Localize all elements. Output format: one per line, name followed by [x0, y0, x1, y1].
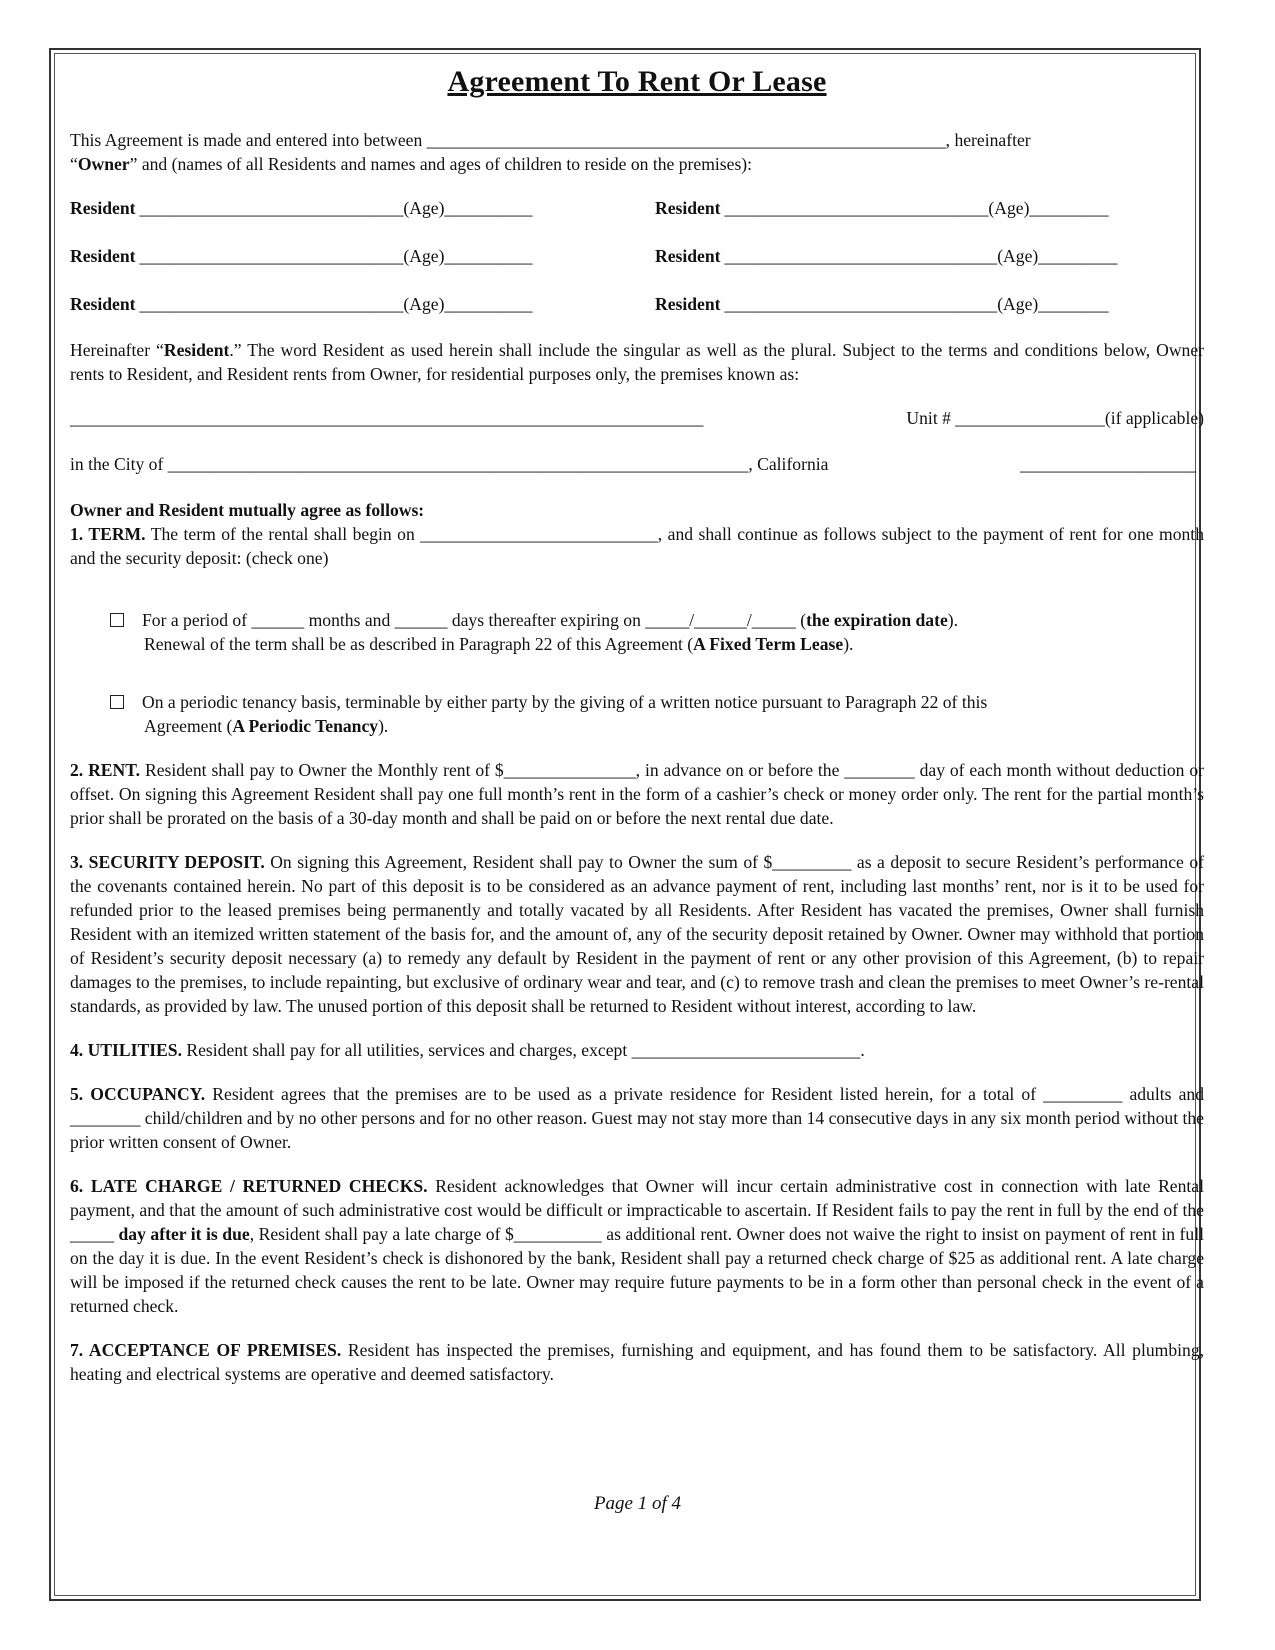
option-fixed-term	[70, 608, 1204, 656]
periodic-text: On a periodic tenancy basis, terminable by either party by the giving of a written notice pursuant to Paragraph 22 of this	[142, 692, 988, 712]
resident-blank: _______________________________(Age)________	[724, 294, 1109, 314]
late-charge-heading: 6. LATE CHARGE / RETURNED CHECKS.	[70, 1176, 428, 1196]
hereinafter-paragraph	[70, 338, 1204, 386]
resident-label: Resident	[70, 246, 136, 266]
agree-heading: Owner and Resident mutually agree as follows:	[70, 500, 425, 520]
resident-blank: _______________________________(Age)_________	[724, 246, 1118, 266]
acceptance-paragraph	[70, 1338, 1204, 1386]
utilities-heading: 4. UTILITIES.	[70, 1040, 182, 1060]
fixed-term-lease-label: A Fixed Term Lease	[693, 634, 844, 654]
city-field: in the City of __________________________________________________________________, California	[70, 454, 829, 474]
resident-label: Resident	[655, 294, 721, 314]
rent-paragraph	[70, 758, 1204, 830]
unit-field: Unit # _________________(if applicable)	[906, 408, 1204, 428]
day-after-due-term: day after it is due	[118, 1224, 250, 1244]
periodic-tenancy-label: A Periodic Tenancy	[232, 716, 379, 736]
occupancy-text: Resident agrees that the premises are to be used as a private residence for Resident listed herein, for a total of _________ adults and ________ child/children and by no other persons and for no other reason. Guest may not stay more than 14 consecutive days in any six month period without the prior written consent of Owner.	[70, 1084, 1204, 1152]
late-charge-text: Resident acknowledges that Owner will incur certain administrative cost in connection with late Rental payment, and that the amount of such administrative cost would be difficult or impracticable to ascertain. If Resident fails to pay the rent in full by the end of the _____	[70, 1176, 1204, 1244]
utilities-paragraph	[70, 1038, 1204, 1062]
address-blank: ________________________________________________________________________	[70, 408, 704, 428]
periodic-tenancy-checkbox[interactable]	[110, 695, 124, 709]
resident-blank: ______________________________(Age)__________	[139, 246, 533, 266]
intro-text-2: ” and (names of all Residents and names and ages of children to reside on the premises):	[129, 154, 753, 174]
resident-field-6[interactable]	[655, 292, 1204, 316]
rent-text: Resident shall pay to Owner the Monthly rent of $_______________, in advance on or before the ________ day of each month without deduction or offset. On signing this Agreement Resident shall pay one full month’s rent in the form of a cashier’s check or money order only. The rent for the partial month’s prior shall be prorated on the basis of a 30-day month and shall be paid on or before the next rental due date.	[70, 760, 1205, 828]
resident-list	[70, 196, 1204, 316]
hereinafter-text: .” The word Resident as used herein shall include the singular as well as the plural. Subject to the terms and conditions below, Owner rents to Resident, and Resident rents from Owner, for residential purposes only, the premises known as:	[70, 340, 1204, 384]
resident-blank: ______________________________(Age)__________	[139, 294, 533, 314]
acceptance-text: Resident has inspected the premises, furnishing and equipment, and has found them to be satisfactory. All plumbing, heating and electrical systems are operative and deemed satisfactory.	[70, 1340, 1205, 1384]
resident-field-1[interactable]	[70, 196, 655, 220]
intro-line-1: This Agreement is made and entered into between ___________________________________________________________, hereinafter	[70, 130, 1031, 150]
resident-field-4[interactable]	[655, 244, 1204, 268]
late-charge-paragraph	[70, 1174, 1204, 1318]
city-line[interactable]	[70, 452, 1196, 476]
resident-term: Resident	[163, 340, 230, 360]
resident-label: Resident	[655, 246, 721, 266]
deposit-paragraph	[70, 850, 1204, 1018]
fixed-term-checkbox[interactable]	[110, 613, 124, 627]
deposit-text: On signing this Agreement, Resident shall pay to Owner the sum of $_________ as a deposit to secure Resident’s performance of the covenants contained herein. No part of this deposit is to be considered as an advance payment of rent, including last months’ rent, nor is it to be used for refunded prior to the leased premises being permanently and totally vacated by all Residents. After Resident has vacated the premises, Owner shall furnish Resident with an itemized written statement of the basis for, and the amount of, any of the security deposit retained by Owner. Owner may withhold that portion of Resident’s security deposit necessary (a) to remedy any default by Resident in the payment of rent or any other provision of this Agreement, (b) to repair damages to the premises, to include repainting, but exclusive of ordinary wear and tear, and (c) to remove trash and clean the premises to meet Owner’s re-rental standards, as provided by law. The unused portion of this deposit shall be returned to Resident without interest, according to law.	[70, 852, 1204, 1016]
term-heading: 1. TERM.	[70, 524, 146, 544]
address-line[interactable]	[70, 406, 1204, 430]
term-text: The term of the rental shall begin on ___________________________, and shall continue as follows subject to the payment of rent for one month and the security deposit: (check one)	[70, 524, 1204, 568]
document-body	[70, 62, 1204, 1386]
occupancy-heading: 5. OCCUPANCY.	[70, 1084, 206, 1104]
resident-field-5[interactable]	[70, 292, 655, 316]
rent-heading: 2. RENT.	[70, 760, 141, 780]
page-number: Page 1 of 4	[593, 1493, 682, 1514]
renewal-text: Renewal of the term shall be as described in Paragraph 22 of this Agreement (	[144, 634, 694, 654]
resident-field-2[interactable]	[655, 196, 1204, 220]
utilities-text: Resident shall pay for all utilities, services and charges, except __________________________.	[181, 1040, 865, 1060]
term-paragraph	[70, 522, 1204, 570]
resident-field-3[interactable]	[70, 244, 655, 268]
periodic-end: ).	[378, 716, 389, 736]
late-charge-text-2: , Resident shall pay a late charge of $__________ as additional rent. Owner does not waive the right to insist on payment of rent in full on the day it is due. In the event Resident’s check is dishonored by the bank, Resident shall pay a returned check charge of $25 as additional rent. A late charge will be imposed if the returned check causes the rent to be late. Owner may require future payments to be in a form other than personal check in the event of a returned check.	[70, 1224, 1204, 1316]
zip-blank: ____________________	[1020, 454, 1196, 474]
option-periodic-tenancy	[70, 690, 1204, 738]
resident-blank: ______________________________(Age)_________	[724, 198, 1109, 218]
intro-paragraph	[70, 128, 1204, 176]
resident-label: Resident	[70, 294, 136, 314]
resident-label: Resident	[655, 198, 721, 218]
periodic-text-2: Agreement (	[144, 716, 233, 736]
intro-line-2	[70, 152, 1204, 176]
hereinafter-pre: Hereinafter “	[70, 340, 164, 360]
owner-term: Owner	[77, 154, 130, 174]
owner-quote: “	[70, 154, 78, 174]
acceptance-heading: 7. ACCEPTANCE OF PREMISES.	[70, 1340, 342, 1360]
deposit-heading: 3. SECURITY DEPOSIT.	[70, 852, 265, 872]
document-title: Agreement To Rent Or Lease	[447, 65, 827, 98]
expiration-date-term: the expiration date	[806, 610, 948, 630]
occupancy-paragraph	[70, 1082, 1204, 1154]
resident-label: Resident	[70, 198, 136, 218]
resident-blank: ______________________________(Age)__________	[139, 198, 533, 218]
fixed-term-end: ).	[947, 610, 959, 630]
fixed-term-text: For a period of ______ months and ______ days thereafter expiring on _____/______/_____ (	[142, 610, 807, 630]
renewal-end: ).	[843, 634, 854, 654]
